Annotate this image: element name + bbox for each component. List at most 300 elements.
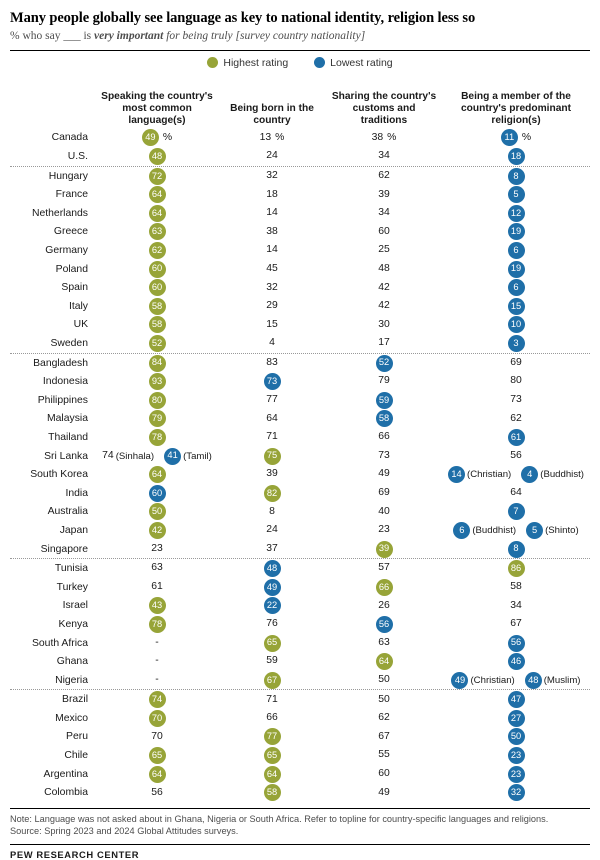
row-country-label: Argentina <box>43 768 88 780</box>
highest-rating-bubble: 60 <box>149 279 166 296</box>
value-group <box>451 672 514 689</box>
table-row <box>10 185 590 204</box>
lowest-rating-bubble: 48 <box>525 672 542 689</box>
value-text: 23 <box>151 542 163 554</box>
lowest-rating-bubble: 49 <box>264 579 281 596</box>
value-text: 59 <box>266 655 278 667</box>
cell-values <box>264 448 281 465</box>
highest-rating-bubble: 64 <box>376 653 393 670</box>
value-group <box>260 132 285 143</box>
value-group <box>266 264 278 274</box>
cell-values <box>378 732 390 742</box>
table-row <box>10 465 590 484</box>
highest-rating-bubble: 93 <box>149 373 166 390</box>
value-text: 66 <box>378 431 390 443</box>
cell-values <box>264 728 281 745</box>
data-cell <box>442 671 590 690</box>
value-group <box>149 242 166 259</box>
data-cell <box>442 410 590 429</box>
highest-rating-bubble: 65 <box>264 635 281 652</box>
data-cell <box>96 465 218 484</box>
cell-values <box>376 541 393 558</box>
value-group <box>264 747 281 764</box>
cell-values <box>508 691 525 708</box>
value-group <box>376 410 393 427</box>
row-country-label: France <box>55 189 88 201</box>
cell-values <box>508 205 525 222</box>
value-group <box>376 579 393 596</box>
value-group <box>508 710 525 727</box>
cell-values <box>510 601 522 611</box>
data-cell <box>442 391 590 410</box>
highest-rating-bubble: 48 <box>149 148 166 165</box>
data-cell <box>96 652 218 671</box>
highest-rating-bubble: 67 <box>264 672 281 689</box>
data-cell <box>326 428 442 447</box>
cell-values <box>149 616 166 633</box>
data-cell <box>326 372 442 391</box>
data-cell <box>326 185 442 204</box>
cell-values <box>508 560 525 577</box>
value-group <box>149 316 166 333</box>
cell-values <box>149 373 166 390</box>
highest-rating-bubble: 58 <box>149 316 166 333</box>
cell-values <box>508 335 525 352</box>
data-cell <box>326 223 442 242</box>
value-text: 57 <box>378 562 390 574</box>
value-group <box>151 544 163 554</box>
cell-values <box>378 208 390 218</box>
table-row <box>10 783 590 802</box>
cell-values <box>378 451 390 461</box>
cell-values <box>149 316 166 333</box>
data-cell <box>218 391 326 410</box>
row-country-label: U.S. <box>67 151 88 163</box>
value-text: 39 <box>378 188 390 200</box>
data-cell <box>96 147 218 166</box>
data-cell <box>96 709 218 728</box>
value-group <box>372 132 397 143</box>
value-text: 4 <box>269 337 275 349</box>
cell-values <box>149 503 166 520</box>
value-group <box>266 151 278 161</box>
value-group <box>378 320 390 330</box>
cell-values <box>149 429 166 446</box>
cell-values <box>376 392 393 409</box>
table-row <box>10 147 590 167</box>
value-text: 70 <box>151 730 163 742</box>
value-text: 64 <box>266 412 278 424</box>
value-text: 69 <box>510 356 522 368</box>
cell-values <box>266 395 278 405</box>
cell-values <box>378 227 390 237</box>
data-cell <box>326 129 442 148</box>
data-cell <box>96 334 218 353</box>
value-text: 26 <box>378 599 390 611</box>
value-group <box>508 766 525 783</box>
data-cell <box>218 260 326 279</box>
cell-values <box>510 488 522 498</box>
value-group <box>149 148 166 165</box>
highest-rating-dot-icon <box>207 57 218 68</box>
row-country-label: Germany <box>45 245 88 257</box>
legend-label-lowest: Lowest rating <box>330 56 393 69</box>
data-cell <box>326 241 442 260</box>
brand-label: PEW RESEARCH CENTER <box>10 848 140 860</box>
value-group <box>378 675 390 685</box>
value-text: 79 <box>378 375 390 387</box>
table-row <box>10 372 590 391</box>
value-group <box>378 695 390 705</box>
value-group <box>266 432 278 442</box>
data-cell <box>218 129 326 148</box>
value-group <box>378 301 390 311</box>
footer-divider <box>10 844 590 860</box>
value-group <box>378 376 390 386</box>
value-group <box>266 619 278 629</box>
data-cell <box>326 615 442 634</box>
data-cell <box>96 167 218 186</box>
cell-values <box>508 429 525 446</box>
highest-rating-bubble: 65 <box>149 747 166 764</box>
chart-legend <box>10 57 590 69</box>
table-row <box>10 354 590 373</box>
value-group <box>378 264 390 274</box>
cell-values <box>266 358 278 368</box>
value-text: 17 <box>378 337 390 349</box>
lowest-rating-bubble: 32 <box>508 784 525 801</box>
data-cell <box>442 297 590 316</box>
lowest-rating-bubble: 73 <box>264 373 281 390</box>
row-country-label: Turkey <box>56 581 88 593</box>
lowest-rating-bubble: 3 <box>508 335 525 352</box>
value-group <box>149 710 166 727</box>
data-cell <box>442 465 590 484</box>
legend-item-highest <box>207 57 288 69</box>
row-country-label: Malaysia <box>47 413 88 425</box>
value-group <box>266 283 278 293</box>
data-cell <box>442 223 590 242</box>
data-cell <box>218 540 326 559</box>
value-text: - <box>155 655 159 667</box>
cell-values <box>508 653 525 670</box>
value-group <box>102 451 154 462</box>
value-group <box>510 358 522 368</box>
lowest-rating-bubble: 56 <box>508 635 525 652</box>
cell-values <box>378 638 390 648</box>
value-group <box>149 205 166 222</box>
value-qualifier: (Sinhala) <box>115 450 155 462</box>
lowest-rating-bubble: 56 <box>376 616 393 633</box>
value-group <box>378 283 390 293</box>
lowest-rating-bubble: 14 <box>448 466 465 483</box>
value-group <box>510 451 522 461</box>
value-group <box>264 728 281 745</box>
value-group <box>510 601 522 611</box>
data-cell <box>218 465 326 484</box>
value-text: 62 <box>378 712 390 724</box>
cell-values <box>266 544 278 554</box>
value-group <box>378 245 390 255</box>
column-header-customs: Sharing the country's customs and traditions <box>331 90 437 126</box>
value-text: 38 <box>371 131 384 143</box>
value-group <box>508 429 525 446</box>
data-cell <box>442 185 590 204</box>
data-cell <box>218 597 326 616</box>
cell-values <box>266 656 278 666</box>
value-group <box>149 747 166 764</box>
highest-rating-bubble: 80 <box>149 392 166 409</box>
data-cell <box>96 634 218 653</box>
highest-rating-bubble: 72 <box>149 168 166 185</box>
cell-values <box>266 151 278 161</box>
data-cell <box>218 578 326 597</box>
value-group <box>266 656 278 666</box>
value-group <box>508 205 525 222</box>
table-row <box>10 316 590 335</box>
row-country-label: Italy <box>68 300 88 312</box>
value-group <box>508 635 525 652</box>
cell-values <box>266 245 278 255</box>
subtitle-suffix: for being truly [survey country nationality] <box>163 29 366 42</box>
cell-values <box>269 507 275 517</box>
lowest-rating-bubble: 41 <box>164 448 181 465</box>
highest-rating-bubble: 64 <box>149 766 166 783</box>
cell-values <box>508 747 525 764</box>
value-text: 40 <box>378 505 390 517</box>
cell-values <box>508 168 525 185</box>
highest-rating-bubble: 70 <box>149 710 166 727</box>
data-cell <box>442 521 590 540</box>
legend-label-highest: Highest rating <box>223 56 289 69</box>
cell-values <box>149 766 166 783</box>
value-group <box>266 301 278 311</box>
data-cell <box>96 540 218 559</box>
data-cell <box>326 765 442 784</box>
value-text: 71 <box>266 693 278 705</box>
cell-values <box>149 186 166 203</box>
data-cell <box>326 559 442 578</box>
value-group <box>264 485 281 502</box>
lowest-rating-bubble: 60 <box>149 485 166 502</box>
value-group <box>378 488 390 498</box>
value-group <box>149 429 166 446</box>
value-group <box>264 373 281 390</box>
value-group <box>378 338 390 348</box>
data-cell <box>442 652 590 671</box>
value-group <box>149 298 166 315</box>
data-cell <box>442 615 590 634</box>
column-header-birth: Being born in the country <box>230 102 314 126</box>
value-text: 23 <box>378 524 390 536</box>
data-cell <box>96 204 218 223</box>
cell-values <box>149 335 166 352</box>
value-group <box>508 335 525 352</box>
data-cell <box>96 615 218 634</box>
data-cell <box>96 597 218 616</box>
highest-rating-bubble: 84 <box>149 355 166 372</box>
data-cell <box>326 147 442 166</box>
value-group <box>155 638 158 648</box>
cell-values <box>264 672 281 689</box>
value-group <box>378 151 390 161</box>
value-text: 14 <box>266 244 278 256</box>
cell-values <box>378 469 390 479</box>
cell-values <box>510 451 522 461</box>
value-text: 80 <box>510 375 522 387</box>
percent-sign: % <box>387 132 397 144</box>
lowest-rating-bubble: 23 <box>508 747 525 764</box>
data-cell <box>218 484 326 503</box>
lowest-rating-bubble: 5 <box>526 522 543 539</box>
percent-sign: % <box>521 132 532 144</box>
cell-values <box>378 525 390 535</box>
table-row <box>10 484 590 503</box>
row-country-label: Canada <box>51 132 88 144</box>
lowest-rating-bubble: 18 <box>508 148 525 165</box>
table-row <box>10 410 590 429</box>
lowest-rating-bubble: 15 <box>508 298 525 315</box>
table-row <box>10 597 590 616</box>
cell-values <box>378 750 390 760</box>
cell-values <box>453 522 578 539</box>
subtitle-emphasis: very important <box>94 29 164 42</box>
cell-values <box>378 769 390 779</box>
lowest-rating-bubble: 52 <box>376 355 393 372</box>
data-cell <box>218 690 326 709</box>
cell-values <box>151 582 163 592</box>
value-text: 63 <box>151 562 163 574</box>
cell-values <box>142 129 172 146</box>
row-country-label: India <box>65 487 88 499</box>
table-row <box>10 690 590 709</box>
value-group <box>155 656 158 666</box>
note-line: Note: Language was not asked about in Ghana, Nigeria or South Africa. Refer to topline for country-specific languages and religions. <box>10 814 549 825</box>
cell-values <box>508 503 525 520</box>
value-group <box>149 466 166 483</box>
data-cell <box>96 354 218 373</box>
data-cell <box>326 484 442 503</box>
value-text: 39 <box>266 468 278 480</box>
cell-values <box>260 132 285 143</box>
row-country-label: Hungary <box>48 170 88 182</box>
cell-values <box>378 675 390 685</box>
source-line: Source: Spring 2023 and 2024 Global Attitudes surveys. <box>10 826 239 837</box>
value-text: 24 <box>266 150 278 162</box>
value-group <box>378 563 390 573</box>
value-group <box>266 395 278 405</box>
data-cell <box>218 278 326 297</box>
table-row <box>10 297 590 316</box>
cell-values <box>149 168 166 185</box>
data-cell <box>218 503 326 522</box>
value-group <box>508 316 525 333</box>
value-group <box>508 223 525 240</box>
cell-values <box>378 788 390 798</box>
cell-values <box>501 129 531 146</box>
header-divider <box>10 50 590 51</box>
cell-values <box>378 488 390 498</box>
data-cell <box>218 316 326 335</box>
value-group <box>378 601 390 611</box>
highest-rating-bubble: 63 <box>149 223 166 240</box>
data-cell <box>218 783 326 802</box>
highest-rating-bubble: 64 <box>149 205 166 222</box>
data-cell <box>442 447 590 466</box>
lowest-rating-bubble: 12 <box>508 205 525 222</box>
data-cell <box>442 484 590 503</box>
data-cell <box>218 185 326 204</box>
value-group <box>264 766 281 783</box>
data-cell <box>96 241 218 260</box>
lowest-rating-bubble: 19 <box>508 261 525 278</box>
column-headers <box>10 79 590 127</box>
data-cell <box>326 503 442 522</box>
value-group <box>508 261 525 278</box>
data-cell <box>326 447 442 466</box>
cell-values <box>376 653 393 670</box>
value-group <box>149 168 166 185</box>
row-country-label: Brazil <box>62 694 88 706</box>
cell-values <box>149 205 166 222</box>
value-text: 66 <box>266 712 278 724</box>
cell-values <box>378 320 390 330</box>
page-subtitle <box>10 30 590 42</box>
data-cell <box>326 652 442 671</box>
value-group <box>378 469 390 479</box>
value-text: 25 <box>378 244 390 256</box>
value-group <box>453 522 516 539</box>
value-group <box>510 488 522 498</box>
lowest-rating-bubble: 23 <box>508 766 525 783</box>
highest-rating-bubble: 82 <box>264 485 281 502</box>
value-group <box>149 522 166 539</box>
cell-values <box>378 376 390 386</box>
data-cell <box>96 559 218 578</box>
value-qualifier: (Christian) <box>470 674 515 686</box>
value-text: 34 <box>510 599 522 611</box>
data-cell <box>218 410 326 429</box>
cell-values <box>376 410 393 427</box>
data-cell <box>442 746 590 765</box>
table-row <box>10 278 590 297</box>
highest-rating-bubble: 75 <box>264 448 281 465</box>
data-cell <box>96 372 218 391</box>
column-header-religion: Being a member of the country's predominant religion(s) <box>461 90 571 126</box>
row-country-label: Japan <box>59 524 88 536</box>
cell-values <box>149 279 166 296</box>
value-group <box>378 732 390 742</box>
value-text: 48 <box>378 262 390 274</box>
value-group <box>521 466 584 483</box>
data-cell <box>218 167 326 186</box>
data-cell <box>442 334 590 353</box>
data-cell <box>326 260 442 279</box>
row-country-label: Colombia <box>44 787 88 799</box>
cell-values <box>149 261 166 278</box>
value-group <box>376 392 393 409</box>
value-group <box>149 392 166 409</box>
row-country-label: Thailand <box>48 431 88 443</box>
cell-values <box>508 148 525 165</box>
cell-values <box>264 597 281 614</box>
value-group <box>525 672 581 689</box>
cell-values <box>149 242 166 259</box>
value-qualifier: (Shinto) <box>545 524 579 536</box>
value-group <box>448 466 511 483</box>
cell-values <box>508 223 525 240</box>
lowest-rating-bubble: 27 <box>508 710 525 727</box>
